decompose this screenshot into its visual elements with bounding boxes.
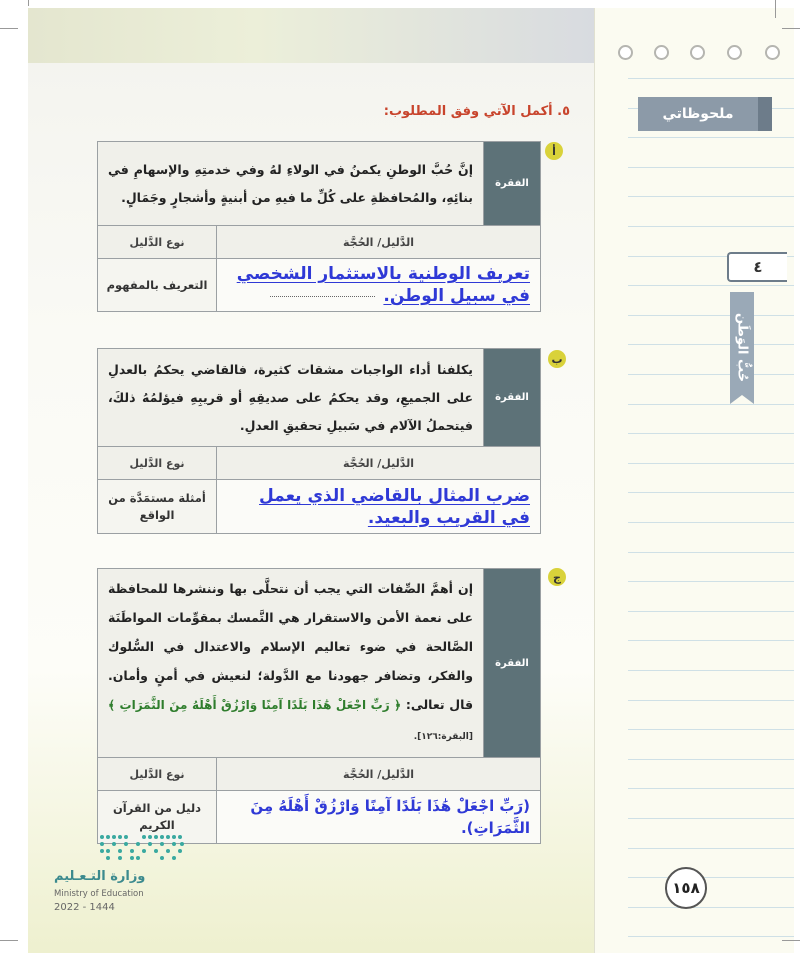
notes-ruled-line bbox=[628, 374, 794, 375]
notebook-hole bbox=[618, 45, 633, 60]
notes-ruled-line bbox=[628, 167, 794, 168]
notes-ruled-line bbox=[628, 611, 794, 612]
notes-ruled-line bbox=[628, 285, 794, 286]
paragraph-text: إن أهمَّ الصِّفات التي يجب أن نتحلَّى بها وننشرها للمحافظة على نعمة الأمن والاستقرار هي التَّمسك بمقوِّمات المواطَنَة الصَّالحة في ضوء تعاليم الإسلام والاعتدال في السُّلوك والفكر، وتضافر جهودنا مع الدَّولة؛ لنعيش في أمنٍ وأمان. قال تعالى: bbox=[108, 581, 474, 712]
page-number: ١٥٨ bbox=[665, 867, 707, 909]
notes-ruled-line bbox=[628, 315, 794, 316]
chapter-title: حُبُّ الوَطَن bbox=[734, 312, 750, 383]
evidence-answer: تعريف الوطنية بالاستثمار الشخصي في سبيل الوطن. bbox=[236, 264, 530, 306]
paragraph-text: إنَّ حُبَّ الوطنِ يكمنُ في الولاءِ لهُ وفي خدمتِهِ والإسهامِ في بنائِهِ، والمُحافظةِ على كُلِّ ما فيهِ من أبنيةٍ وأشجارٍ وجَمَالٍ. bbox=[98, 142, 484, 226]
paragraph-cell bbox=[98, 569, 484, 758]
ministry-name-ar: وزارة التـعـليم bbox=[54, 869, 146, 884]
notebook-hole bbox=[690, 45, 705, 60]
notes-ruled-line bbox=[628, 137, 794, 138]
evidence-type: دليل من القرآن الكريم bbox=[98, 791, 217, 844]
notebook-hole bbox=[765, 45, 780, 60]
question-title: ٥. أكمل الآتي وفق المطلوب: bbox=[383, 104, 570, 119]
notes-ruled-line bbox=[628, 729, 794, 730]
notes-ruled-line bbox=[628, 936, 794, 937]
evidence-answer-cell bbox=[217, 480, 541, 534]
chapter-number: ٤ bbox=[753, 258, 763, 276]
chapter-number-box bbox=[727, 252, 787, 282]
top-decorative-band bbox=[28, 8, 594, 63]
item-letter-badge: ب bbox=[548, 350, 566, 368]
notes-ruled-line bbox=[628, 552, 794, 553]
evidence-answer: ضرب المثال بالقاضي الذي يعمل في القريب والبعيد. bbox=[259, 485, 530, 528]
ministry-name-en: Ministry of Education bbox=[54, 889, 144, 899]
notes-ruled-line bbox=[628, 788, 794, 789]
paragraph-label: الفقرة bbox=[484, 349, 541, 447]
evidence-answer: (رَبِّ اجْعَلْ هَٰذَا بَلَدًا آمِنًا وَارْزُقْ أَهْلَهُ مِنَ الثَّمَرَاتِ). bbox=[250, 797, 530, 837]
dotted-answer-line bbox=[270, 296, 375, 297]
notes-ruled-line bbox=[628, 907, 794, 908]
notes-ruled-line bbox=[628, 78, 794, 79]
exercise-table-a bbox=[97, 141, 541, 312]
exercise-table-b bbox=[97, 348, 541, 534]
evidence-header: الدَّليل/ الحُجَّة bbox=[217, 758, 541, 791]
notes-ruled-line bbox=[628, 581, 794, 582]
evidence-answer-cell bbox=[217, 791, 541, 844]
notes-ruled-line bbox=[628, 877, 794, 878]
crop-mark bbox=[28, 0, 29, 6]
ministry-dots-icon bbox=[98, 832, 188, 862]
evidence-type: التعريف بالمفهوم bbox=[98, 259, 217, 312]
notes-ruled-line bbox=[628, 196, 794, 197]
exercise-table-c bbox=[97, 568, 541, 844]
type-header: نوع الدَّليل bbox=[98, 447, 217, 480]
paragraph-label: الفقرة bbox=[484, 142, 541, 226]
crop-mark bbox=[782, 28, 800, 29]
evidence-type: أمثلة مستمَدَّة من الواقع bbox=[98, 480, 217, 534]
evidence-answer-cell bbox=[217, 259, 541, 312]
evidence-header: الدَّليل/ الحُجَّة bbox=[217, 447, 541, 480]
notes-ruled-line bbox=[628, 463, 794, 464]
notes-ruled-line bbox=[628, 818, 794, 819]
evidence-header: الدَّليل/ الحُجَّة bbox=[217, 226, 541, 259]
notes-ruled-line bbox=[628, 433, 794, 434]
crop-mark bbox=[0, 28, 18, 29]
notebook-hole bbox=[654, 45, 669, 60]
type-header: نوع الدَّليل bbox=[98, 758, 217, 791]
notes-ruled-line bbox=[628, 700, 794, 701]
notes-ruled-line bbox=[628, 759, 794, 760]
notes-ruled-line bbox=[628, 522, 794, 523]
item-letter-badge: ج bbox=[548, 568, 566, 586]
ministry-logo bbox=[54, 832, 194, 912]
notes-ruled-line bbox=[628, 848, 794, 849]
notes-ruled-line bbox=[628, 640, 794, 641]
notes-ruled-line bbox=[628, 344, 794, 345]
notes-tab-label: ملحوظاتي bbox=[662, 106, 734, 122]
notes-tab bbox=[638, 97, 772, 131]
notes-ruled-line bbox=[628, 492, 794, 493]
notes-ruled-line bbox=[628, 670, 794, 671]
notebook-hole bbox=[727, 45, 742, 60]
crop-mark bbox=[0, 940, 18, 941]
notes-column bbox=[594, 8, 794, 953]
crop-mark bbox=[775, 0, 776, 18]
quran-verse: ﴿ رَبِّ اجْعَلْ هَٰذَا بَلَدًا آمِنًا وَارْزُقْ أَهْلَهُ مِنَ الثَّمَرَاتِ ﴾ bbox=[108, 698, 402, 712]
verse-reference: [البقرة:١٢٦]. bbox=[413, 732, 473, 742]
paragraph-label: الفقرة bbox=[484, 569, 541, 758]
notes-ruled-line bbox=[628, 404, 794, 405]
crop-mark bbox=[782, 940, 800, 941]
notes-ruled-line bbox=[628, 226, 794, 227]
item-letter-badge: أ bbox=[545, 142, 563, 160]
paragraph-text: يكلفنا أداء الواجبات مشقات كثيرة، فالقاضي يحكمُ بالعدلِ على الجميعِ، وقد يحكمُ على صديقِهِ أو قريبِهِ فيؤلمُهُ ذلكَ، فيتحملُ الآلام في سَبيلِ تحقيقِ العدلِ. bbox=[98, 349, 484, 447]
edition-year: 2022 - 1444 bbox=[54, 902, 115, 913]
type-header: نوع الدَّليل bbox=[98, 226, 217, 259]
